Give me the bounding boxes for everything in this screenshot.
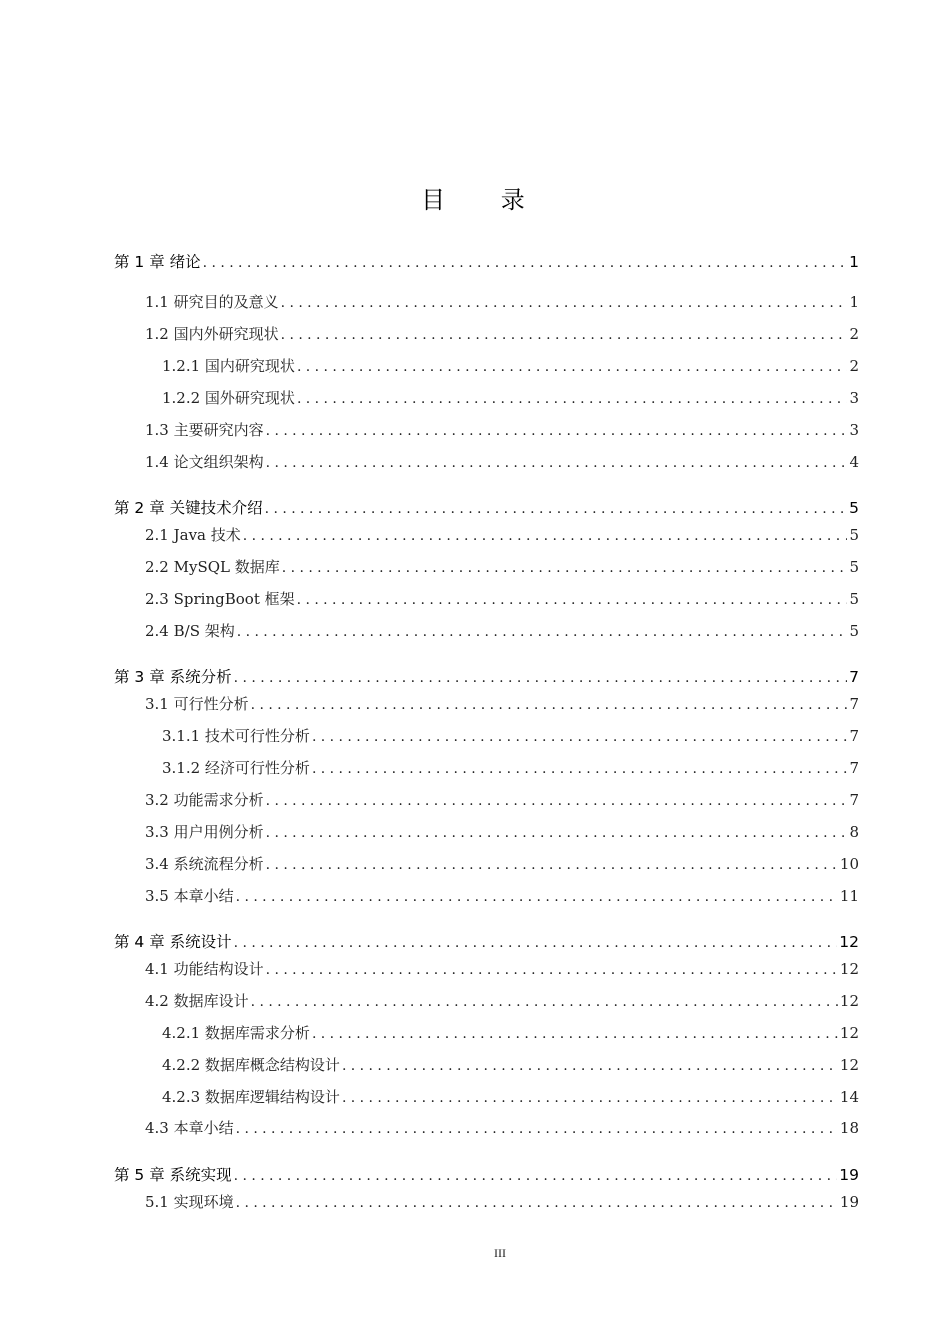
toc-section-entry[interactable] <box>0 524 950 548</box>
dot-leader <box>236 889 838 905</box>
toc-chapter-entry[interactable] <box>0 665 950 689</box>
toc-entry-label: 1.2.2 国外研究现状 <box>162 389 295 407</box>
toc-entry-label: 4.2.2 数据库概念结构设计 <box>162 1056 340 1074</box>
toc-entry-label: 第 1 章 绪论 <box>114 253 201 271</box>
dot-leader <box>312 729 848 745</box>
toc-entry-page-number: 5 <box>849 622 859 640</box>
dot-leader <box>234 1168 838 1184</box>
toc-section-entry[interactable] <box>0 291 950 315</box>
dot-leader <box>342 1058 838 1074</box>
toc-entry-page-number: 5 <box>849 526 859 544</box>
toc-chapter-entry[interactable] <box>0 1163 950 1187</box>
toc-entry-label: 4.2.3 数据库逻辑结构设计 <box>162 1088 340 1106</box>
dot-leader <box>281 295 848 311</box>
dot-leader <box>312 1026 838 1042</box>
toc-entry-page-number: 7 <box>849 759 859 777</box>
toc-entry-page-number: 5 <box>849 558 859 576</box>
dot-leader <box>282 560 848 576</box>
toc-entry-page-number: 5 <box>849 590 859 608</box>
toc-section-entry[interactable] <box>0 1191 950 1215</box>
dot-leader <box>243 528 848 544</box>
toc-entry-page-number: 11 <box>839 887 859 905</box>
toc-subsection-entry[interactable] <box>0 725 950 749</box>
toc-entry-page-number: 2 <box>849 325 859 343</box>
toc-entry-page-number: 4 <box>849 453 859 471</box>
toc-entry-label: 3.1.2 经济可行性分析 <box>162 759 310 777</box>
toc-entry-page-number: 7 <box>849 668 859 686</box>
toc-entry-label: 1.4 论文组织架构 <box>145 453 264 471</box>
dot-leader <box>266 793 848 809</box>
toc-entry-page-number: 12 <box>839 1024 859 1042</box>
toc-entry-label: 1.2.1 国内研究现状 <box>162 357 295 375</box>
toc-entry-label: 4.2.1 数据库需求分析 <box>162 1024 310 1042</box>
dot-leader <box>236 1121 838 1137</box>
dot-leader <box>251 697 848 713</box>
toc-entry-label: 2.3 SpringBoot 框架 <box>145 590 295 608</box>
toc-section-entry[interactable] <box>0 419 950 443</box>
dot-leader <box>266 825 848 841</box>
toc-entry-page-number: 12 <box>839 960 859 978</box>
toc-section-entry[interactable] <box>0 693 950 717</box>
toc-section-entry[interactable] <box>0 588 950 612</box>
toc-section-entry[interactable] <box>0 620 950 644</box>
dot-leader <box>297 391 848 407</box>
toc-subsection-entry[interactable] <box>0 355 950 379</box>
toc-entry-label: 1.2 国内外研究现状 <box>145 325 279 343</box>
toc-entry-page-number: 7 <box>849 695 859 713</box>
toc-entry-page-number: 19 <box>839 1193 859 1211</box>
toc-entry-label: 5.1 实现环境 <box>145 1193 234 1211</box>
dot-leader <box>297 592 848 608</box>
dot-leader <box>236 1195 838 1211</box>
toc-entry-page-number: 18 <box>839 1119 859 1137</box>
toc-entry-page-number: 1 <box>849 253 859 271</box>
toc-chapter-entry[interactable] <box>0 496 950 520</box>
toc-subsection-entry[interactable] <box>0 387 950 411</box>
toc-entry-page-number: 8 <box>849 823 859 841</box>
dot-leader <box>251 994 838 1010</box>
dot-leader <box>265 501 847 517</box>
toc-entry-page-number: 7 <box>849 791 859 809</box>
toc-section-entry[interactable] <box>0 451 950 475</box>
dot-leader <box>342 1090 838 1106</box>
toc-entry-label: 3.4 系统流程分析 <box>145 855 264 873</box>
toc-entry-label: 2.2 MySQL 数据库 <box>145 558 280 576</box>
dot-leader <box>266 962 838 978</box>
toc-entry-page-number: 3 <box>849 389 859 407</box>
toc-entry-label: 3.2 功能需求分析 <box>145 791 264 809</box>
toc-entry-label: 3.1.1 技术可行性分析 <box>162 727 310 745</box>
toc-subsection-entry[interactable] <box>0 1054 950 1078</box>
toc-entry-label: 1.1 研究目的及意义 <box>145 293 279 311</box>
toc-title: 目 录 <box>421 186 549 214</box>
dot-leader <box>297 359 848 375</box>
toc-entry-page-number: 12 <box>839 992 859 1010</box>
toc-section-entry[interactable] <box>0 1117 950 1141</box>
toc-entry-page-number: 5 <box>849 499 859 517</box>
toc-entry-label: 3.5 本章小结 <box>145 887 234 905</box>
toc-entry-page-number: 2 <box>849 357 859 375</box>
toc-entry-page-number: 3 <box>849 421 859 439</box>
toc-subsection-entry[interactable] <box>0 1086 950 1110</box>
toc-section-entry[interactable] <box>0 789 950 813</box>
toc-entry-label: 第 4 章 系统设计 <box>114 933 232 951</box>
toc-entry-label: 3.1 可行性分析 <box>145 695 249 713</box>
toc-section-entry[interactable] <box>0 556 950 580</box>
toc-subsection-entry[interactable] <box>0 757 950 781</box>
toc-section-entry[interactable] <box>0 323 950 347</box>
dot-leader <box>234 935 838 951</box>
page-number-footer: III <box>494 1246 506 1260</box>
toc-entry-page-number: 19 <box>839 1166 859 1184</box>
toc-entry-page-number: 12 <box>839 1056 859 1074</box>
toc-entry-label: 第 2 章 关键技术介绍 <box>114 499 263 517</box>
toc-entry-page-number: 12 <box>839 933 859 951</box>
toc-chapter-entry[interactable] <box>0 250 950 274</box>
toc-chapter-entry[interactable] <box>0 930 950 954</box>
toc-entry-page-number: 14 <box>839 1088 859 1106</box>
dot-leader <box>266 423 848 439</box>
dot-leader <box>203 255 847 271</box>
toc-entry-label: 4.2 数据库设计 <box>145 992 249 1010</box>
toc-entry-label: 3.3 用户用例分析 <box>145 823 264 841</box>
dot-leader <box>281 327 848 343</box>
toc-entry-page-number: 7 <box>849 727 859 745</box>
toc-entry-label: 4.3 本章小结 <box>145 1119 234 1137</box>
toc-entry-label: 4.1 功能结构设计 <box>145 960 264 978</box>
toc-section-entry[interactable] <box>0 990 950 1014</box>
toc-subsection-entry[interactable] <box>0 1022 950 1046</box>
toc-entry-page-number: 10 <box>839 855 859 873</box>
toc-section-entry[interactable] <box>0 821 950 845</box>
toc-section-entry[interactable] <box>0 885 950 909</box>
dot-leader <box>312 761 848 777</box>
dot-leader <box>266 857 838 873</box>
dot-leader <box>234 670 847 686</box>
toc-entry-page-number: 1 <box>849 293 859 311</box>
toc-entry-label: 第 3 章 系统分析 <box>114 668 232 686</box>
dot-leader <box>266 455 848 471</box>
toc-section-entry[interactable] <box>0 853 950 877</box>
toc-entry-label: 1.3 主要研究内容 <box>145 421 264 439</box>
dot-leader <box>237 624 848 640</box>
toc-entry-label: 2.4 B/S 架构 <box>145 622 235 640</box>
toc-entry-label: 第 5 章 系统实现 <box>114 1166 232 1184</box>
toc-entry-label: 2.1 Java 技术 <box>145 526 241 544</box>
toc-section-entry[interactable] <box>0 958 950 982</box>
